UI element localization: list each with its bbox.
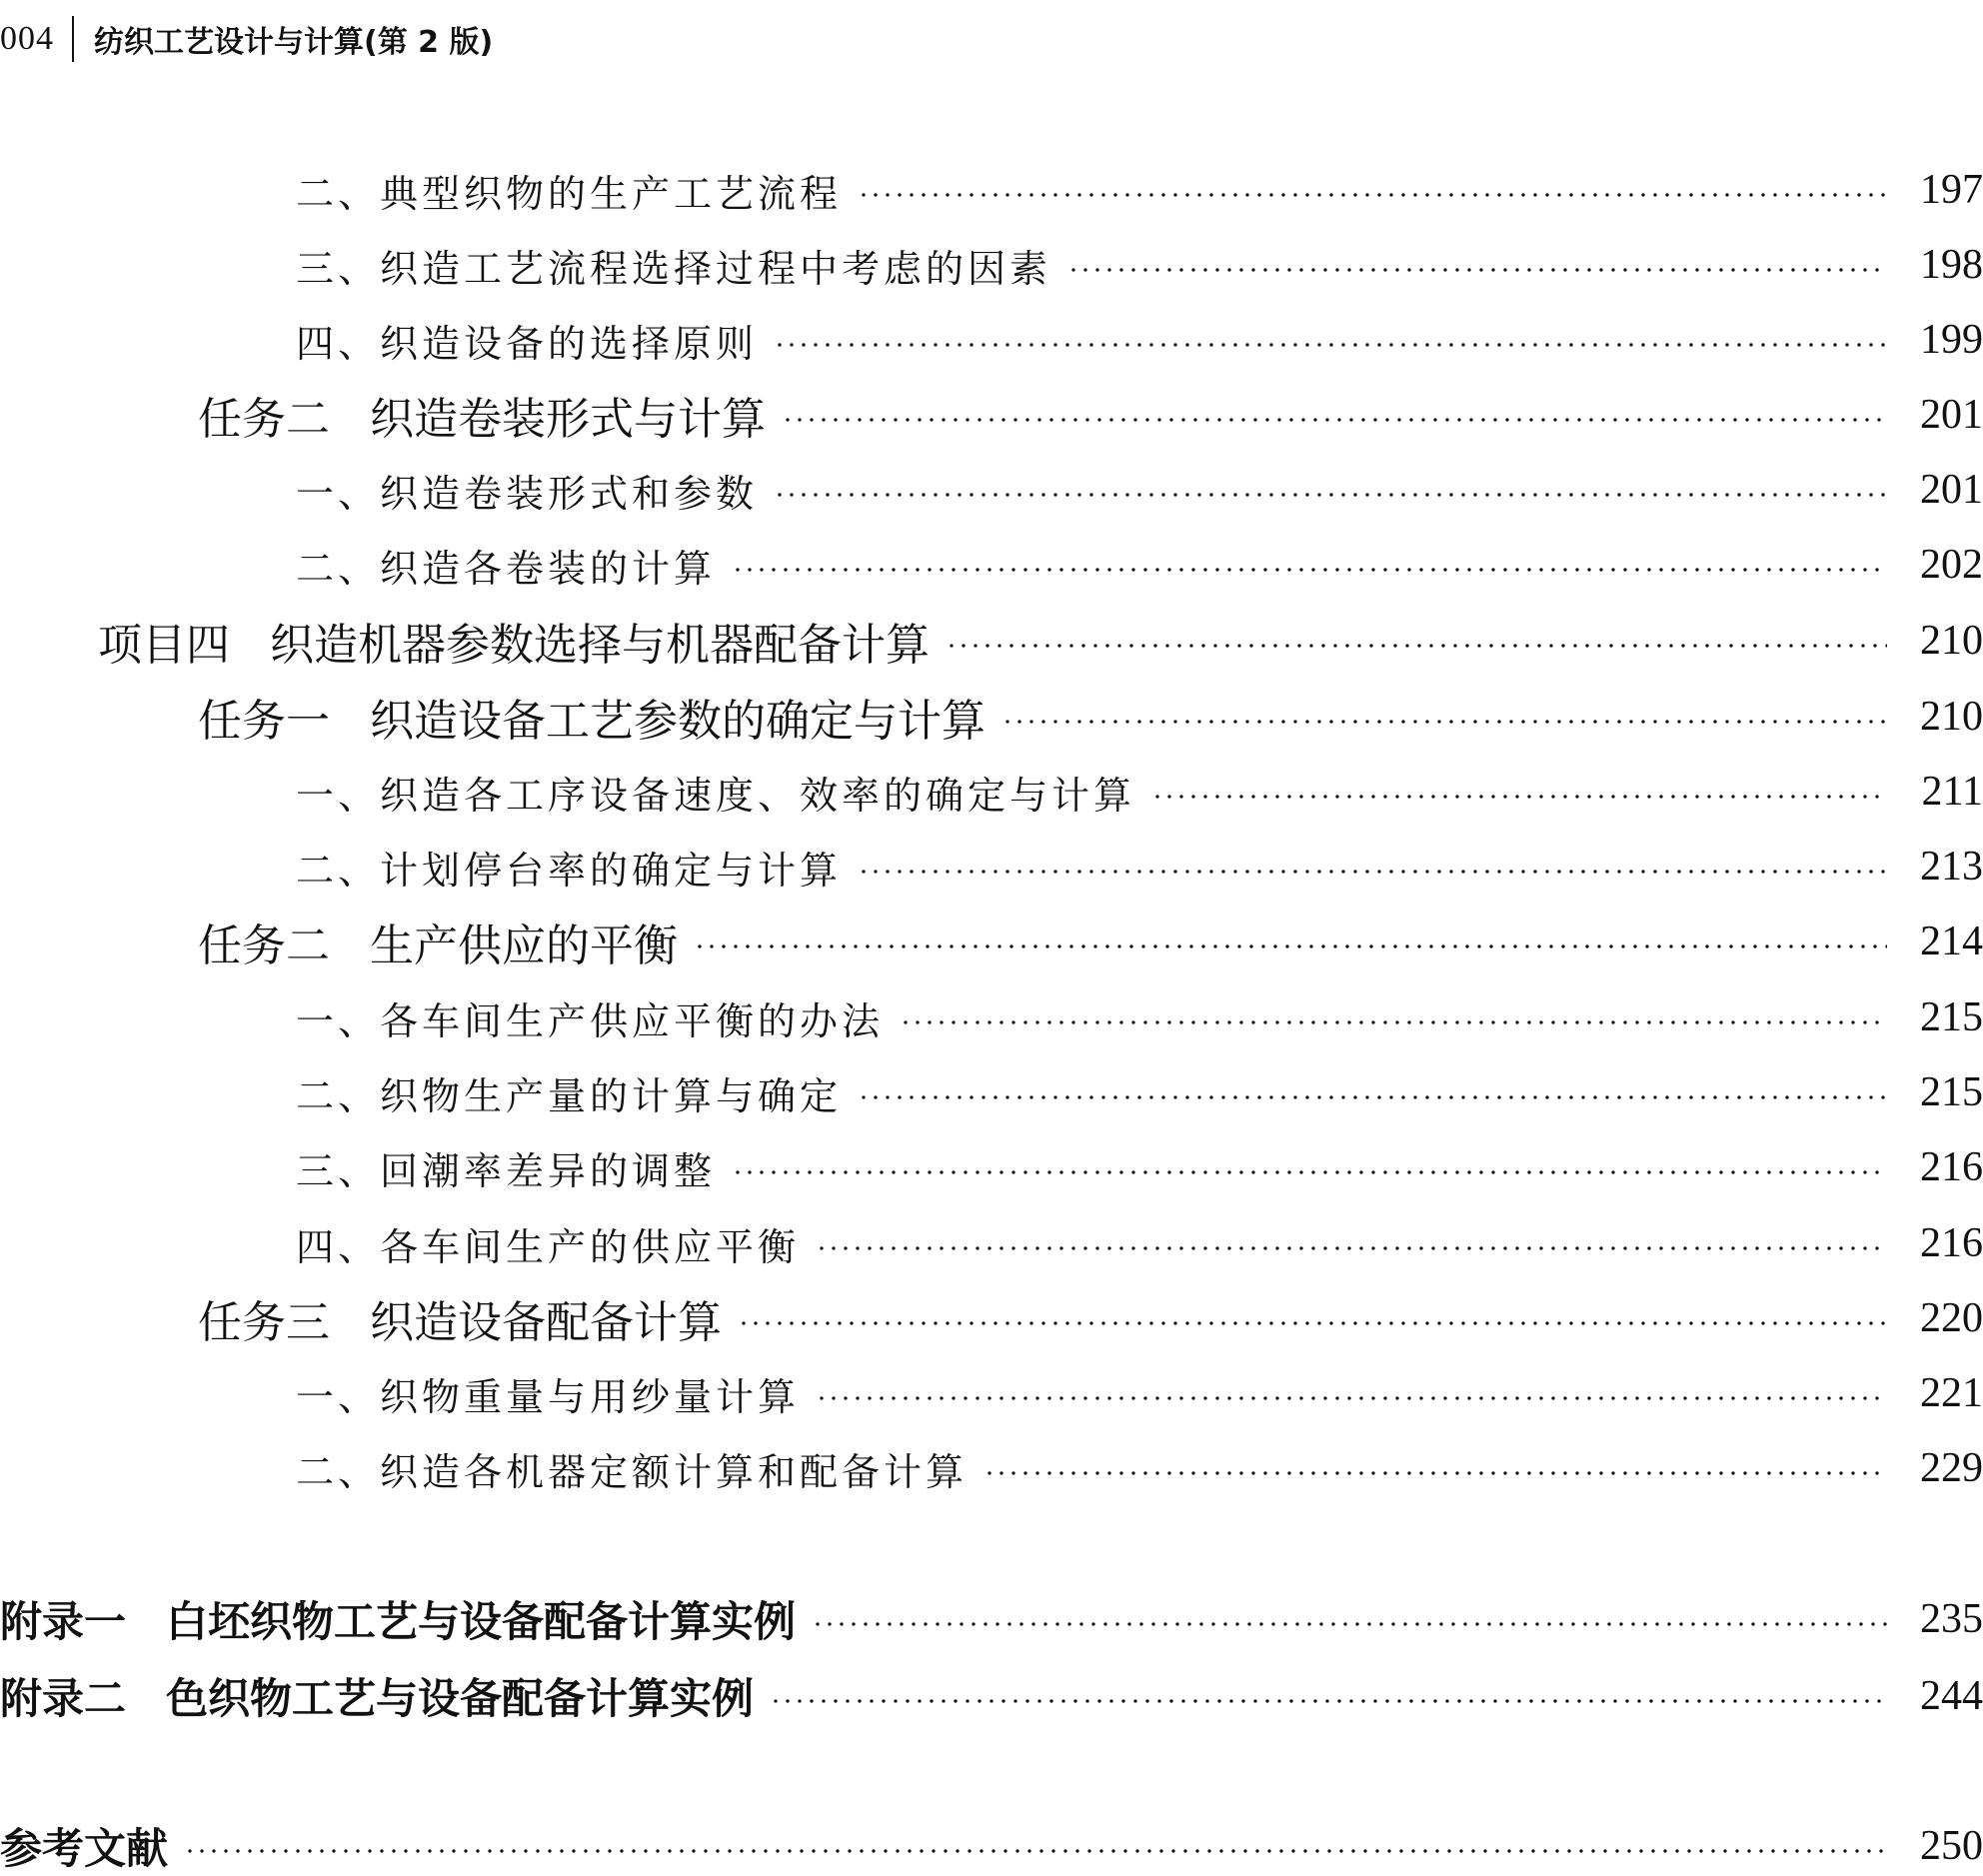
toc-entry[interactable]: [296, 837, 1983, 897]
toc-entry-title: 织造设备配备计算: [370, 1297, 722, 1348]
toc-entry-label: [98, 609, 930, 673]
toc-page-number: 229: [1920, 1445, 1983, 1491]
toc-page-number: 199: [1920, 317, 1983, 363]
toc-entry[interactable]: [296, 762, 1983, 822]
toc-entry-title: 白坯织物工艺与设备配备计算实例: [166, 1597, 797, 1646]
dot-leader: [1151, 795, 1887, 799]
toc-page-number: 215: [1920, 1069, 1983, 1115]
dot-leader: [774, 343, 1887, 347]
toc-page-number: 201: [1920, 467, 1983, 513]
toc-entry[interactable]: [198, 385, 1983, 445]
toc-page-number: 216: [1920, 1144, 1983, 1190]
toc-entry-prefix: 附录二: [0, 1674, 127, 1723]
toc-entry-label: [0, 1589, 796, 1649]
toc-entry-label: 二、计划停台率的确定与计算: [296, 848, 843, 893]
dot-leader: [694, 944, 1887, 948]
toc-page-number: 198: [1920, 242, 1983, 288]
toc-entry-title: 生产供应的平衡: [370, 921, 678, 971]
toc-entry-label: [0, 1666, 754, 1726]
toc-entry[interactable]: [296, 1438, 1983, 1498]
toc-entry-label: 四、各车间生产的供应平衡: [296, 1224, 801, 1269]
toc-entry-label: 二、典型织物的生产工艺流程: [296, 171, 843, 216]
toc-entry[interactable]: [296, 160, 1983, 220]
toc-entry-label: [198, 1286, 722, 1350]
toc-entry-label: [198, 383, 766, 447]
toc-entry-label: [198, 910, 678, 973]
toc-entry[interactable]: [0, 1816, 1983, 1876]
toc-page-number: 210: [1920, 618, 1983, 664]
toc-page-number: 215: [1920, 994, 1983, 1040]
dot-leader: [816, 1246, 1887, 1250]
dot-leader: [946, 644, 1887, 648]
toc-entry[interactable]: [296, 987, 1983, 1047]
toc-entry-prefix: 任务三: [198, 1297, 330, 1348]
toc-entry-prefix: 任务一: [198, 696, 330, 747]
toc-page-number: 244: [1920, 1673, 1983, 1719]
toc-page-number: 221: [1920, 1370, 1983, 1416]
toc-entry[interactable]: [296, 310, 1983, 370]
toc-page-number: 213: [1920, 844, 1983, 890]
dot-leader: [738, 1321, 1887, 1325]
dot-leader: [1067, 268, 1887, 272]
toc-entry-label: 参考文献: [0, 1824, 169, 1873]
toc-page-number: 214: [1920, 919, 1983, 964]
toc-page-number: 210: [1920, 694, 1983, 740]
toc-entry-label: 一、织造各工序设备速度、效率的确定与计算: [296, 773, 1136, 818]
dot-leader: [812, 1622, 1887, 1626]
toc-entry-prefix: 附录一: [0, 1597, 127, 1646]
dot-leader: [858, 870, 1887, 874]
dot-leader: [184, 1849, 1887, 1853]
toc-entry-label: 三、织造工艺流程选择过程中考虑的因素: [296, 246, 1052, 291]
toc-entry-label: 二、织造各机器定额计算和配备计算: [296, 1449, 969, 1494]
toc-entry-prefix: 任务二: [198, 394, 330, 445]
toc-entry[interactable]: [198, 687, 1983, 747]
toc-page-number: 211: [1921, 769, 1983, 815]
toc-page-number: 250: [1920, 1823, 1983, 1869]
toc-entry[interactable]: [98, 611, 1983, 671]
toc-entry-label: 一、织造卷装形式和参数: [296, 471, 759, 516]
dot-leader: [1001, 720, 1887, 724]
dot-leader: [774, 493, 1887, 497]
dot-leader: [732, 568, 1887, 572]
toc-entry[interactable]: [296, 1213, 1983, 1273]
toc-entry-label: 四、织造设备的选择原则: [296, 321, 759, 366]
toc-entry-title: 织造卷装形式与计算: [370, 394, 766, 445]
dot-leader: [984, 1471, 1887, 1475]
toc-entry[interactable]: [296, 535, 1983, 595]
toc-entry[interactable]: [0, 1589, 1983, 1649]
toc-page-number: 235: [1920, 1596, 1983, 1642]
book-title: 纺织工艺设计与计算(第 2 版): [94, 25, 494, 60]
dot-leader: [782, 418, 1887, 422]
toc-entry[interactable]: [296, 460, 1983, 520]
toc-page-number: 202: [1920, 542, 1983, 588]
toc-entry[interactable]: [296, 235, 1983, 295]
page-number: 004: [0, 20, 54, 57]
toc-page-number: 201: [1920, 392, 1983, 438]
toc-entry[interactable]: [296, 1363, 1983, 1423]
toc-entry-label: [198, 685, 986, 749]
toc-entry-title: 色织物工艺与设备配备计算实例: [166, 1674, 755, 1723]
toc-entry-prefix: 任务二: [198, 921, 330, 971]
toc-entry-label: 二、织物生产量的计算与确定: [296, 1073, 843, 1118]
dot-leader: [770, 1699, 1887, 1703]
dot-leader: [732, 1170, 1887, 1174]
toc-page-number: 197: [1920, 167, 1983, 213]
toc-entry[interactable]: [296, 1062, 1983, 1122]
dot-leader: [858, 193, 1887, 197]
toc-entry[interactable]: [296, 1137, 1983, 1197]
dot-leader: [816, 1396, 1887, 1400]
toc-entry-label: 二、织造各卷装的计算: [296, 546, 717, 591]
toc-entry-prefix: 项目四: [98, 620, 230, 671]
dot-leader: [900, 1020, 1887, 1024]
toc-entry[interactable]: [0, 1666, 1983, 1726]
toc-entry-label: 一、各车间生产供应平衡的办法: [296, 998, 885, 1043]
dot-leader: [858, 1095, 1887, 1099]
toc-entry[interactable]: [198, 1288, 1983, 1348]
toc-entry-title: 织造机器参数选择与机器配备计算: [270, 620, 930, 671]
toc-entry-label: 三、回潮率差异的调整: [296, 1148, 717, 1193]
toc-page-number: 220: [1920, 1295, 1983, 1341]
toc-entry-label: 一、织物重量与用纱量计算: [296, 1374, 801, 1419]
toc-entry-title: 织造设备工艺参数的确定与计算: [370, 696, 986, 747]
toc-entry[interactable]: [198, 912, 1983, 971]
toc-page-number: 216: [1920, 1220, 1983, 1266]
